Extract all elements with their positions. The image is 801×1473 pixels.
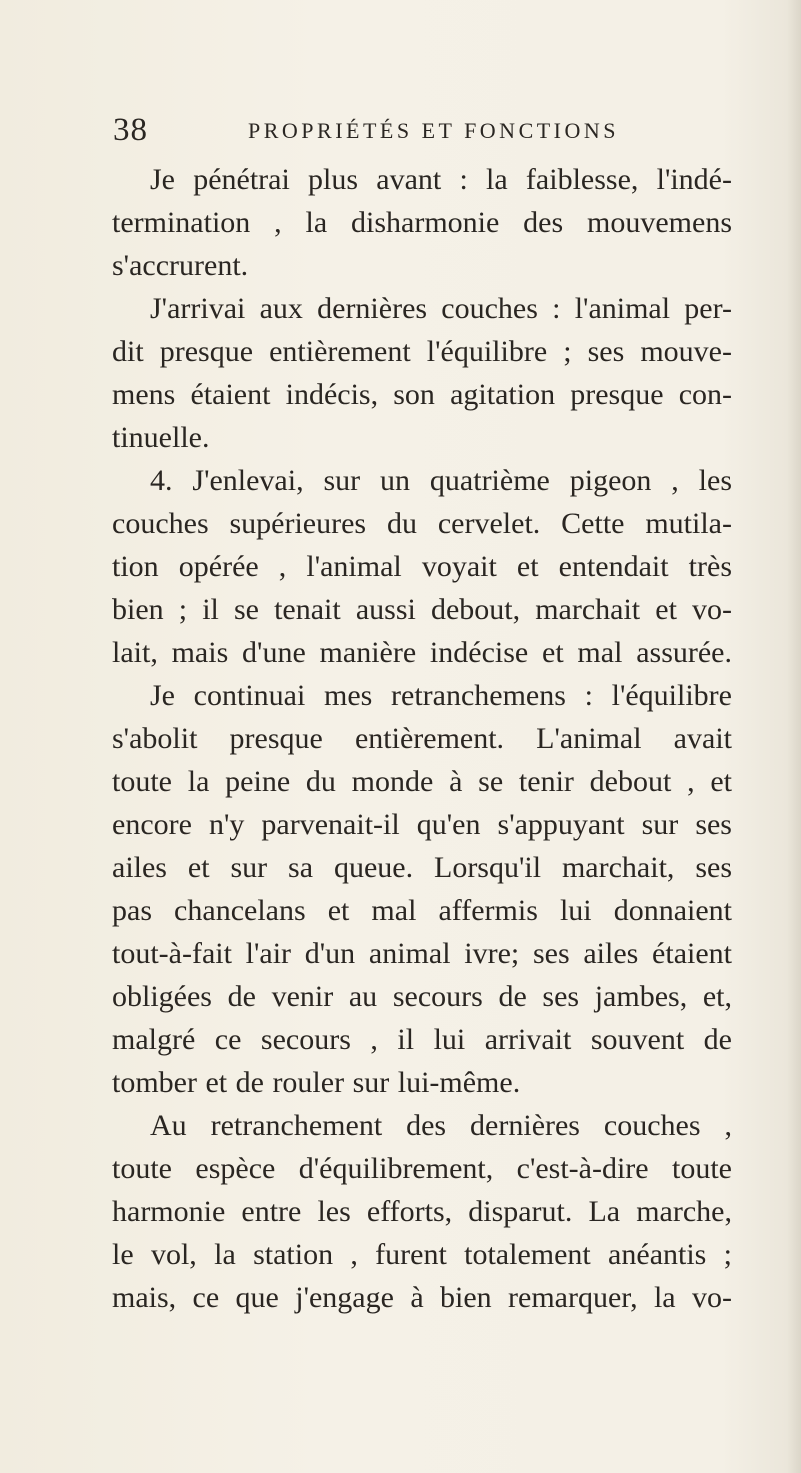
text-line: tout-à-fait l'air d'un animal ivre; ses ailes étaient bbox=[112, 937, 732, 970]
page-header bbox=[113, 112, 713, 152]
text-line: mais, ce que j'engage à bien remarquer, la vo- bbox=[112, 1281, 732, 1314]
text-line: obligées de venir au secours de ses jambes, et, bbox=[112, 980, 732, 1013]
text-line: Au retranchement des dernières couches , bbox=[150, 1109, 732, 1142]
text-line: termination , la disharmonie des mouvemens bbox=[112, 206, 732, 239]
text-line: tomber et de rouler sur lui-même. bbox=[112, 1066, 521, 1099]
text-line: couches supérieures du cervelet. Cette mutila- bbox=[112, 507, 732, 540]
text-line: le vol, la station , furent totalement anéantis ; bbox=[112, 1238, 732, 1271]
text-line: toute espèce d'équilibrement, c'est-à-dire toute bbox=[112, 1152, 732, 1185]
text-line: mens étaient indécis, son agitation presque con- bbox=[112, 378, 732, 411]
text-line: harmonie entre les efforts, disparut. La marche, bbox=[112, 1195, 732, 1228]
text-line: tion opérée , l'animal voyait et entendait très bbox=[112, 550, 732, 583]
text-line: malgré ce secours , il lui arrivait souvent de bbox=[112, 1023, 732, 1056]
text-line: J'arrivai aux dernières couches : l'animal per- bbox=[150, 292, 732, 325]
text-line: s'accrurent. bbox=[112, 249, 249, 282]
text-line: toute la peine du monde à se tenir debout , et bbox=[112, 765, 732, 798]
text-line: pas chancelans et mal affermis lui donnaient bbox=[112, 894, 732, 927]
text-line: 4. J'enlevai, sur un quatrième pigeon , les bbox=[150, 464, 732, 497]
text-line: bien ; il se tenait aussi debout, marchait et vo- bbox=[112, 593, 732, 626]
text-line: Je pénétrai plus avant : la faiblesse, l'indé- bbox=[150, 163, 732, 196]
page-edge-shadow bbox=[787, 0, 801, 1473]
text-line: encore n'y parvenait-il qu'en s'appuyant sur ses bbox=[112, 808, 732, 841]
text-line: lait, mais d'une manière indécise et mal assurée. bbox=[112, 636, 732, 669]
text-line: tinuelle. bbox=[112, 421, 210, 454]
running-head: PROPRIÉTÉS ET FONCTIONS bbox=[248, 118, 620, 143]
page-number: 38 bbox=[113, 112, 148, 148]
text-line: ailes et sur sa queue. Lorsqu'il marchait, ses bbox=[112, 851, 732, 884]
text-line: dit presque entièrement l'équilibre ; ses mouve- bbox=[112, 335, 732, 368]
text-line: Je continuai mes retranchemens : l'équilibre bbox=[150, 679, 732, 712]
text-line: s'abolit presque entièrement. L'animal avait bbox=[112, 722, 732, 755]
